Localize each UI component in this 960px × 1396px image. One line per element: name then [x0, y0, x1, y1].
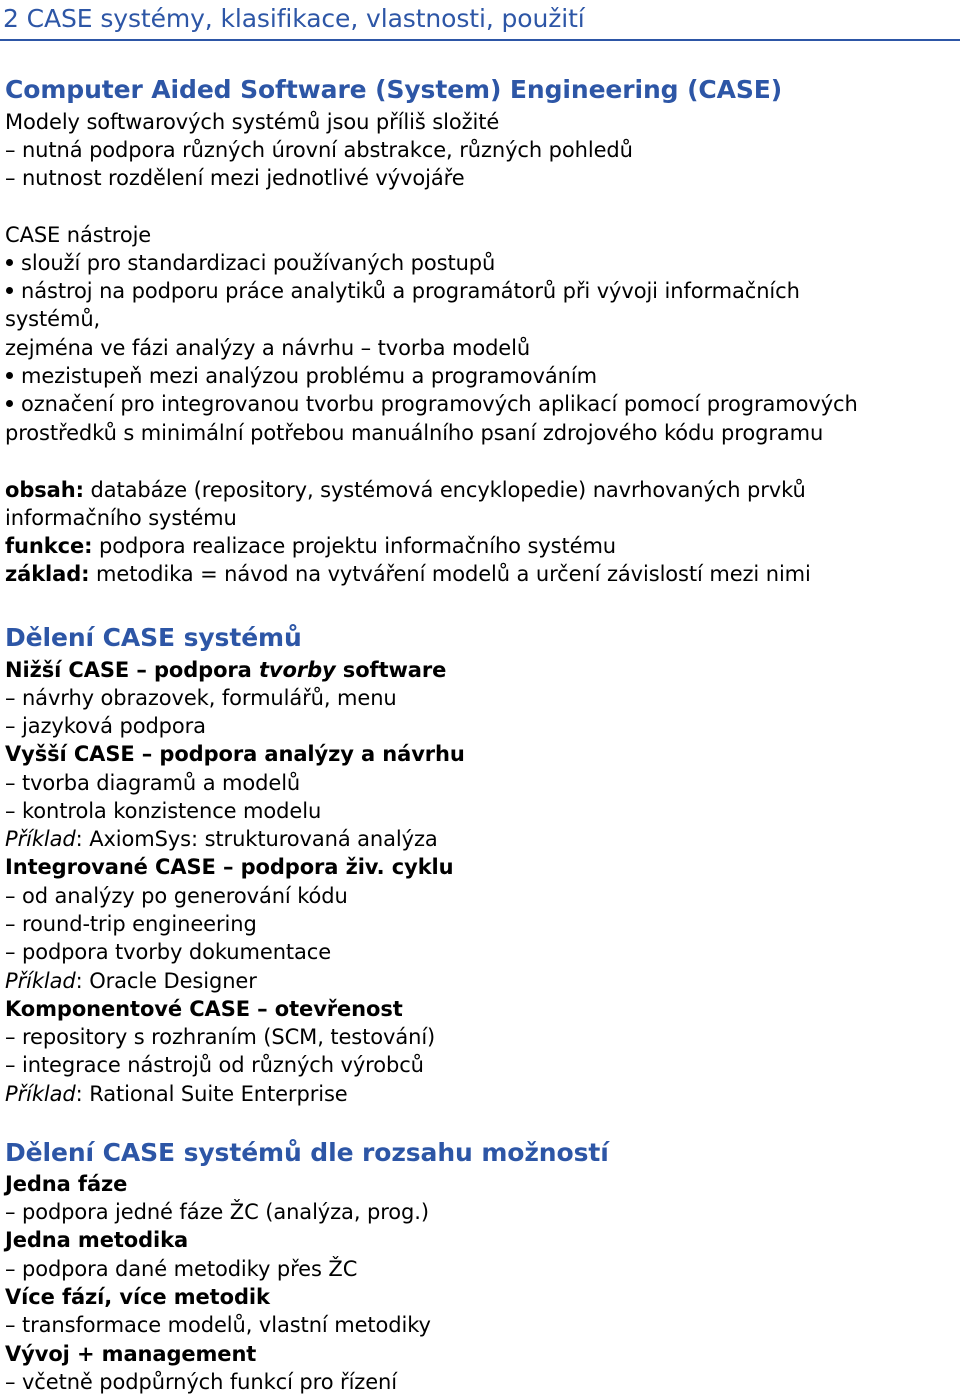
definition-text: metodika = návod na vytváření modelů a určení závislostí mezi nimi	[89, 562, 811, 586]
page-title: 2 CASE systémy, klasifikace, vlastnosti, použití	[3, 4, 585, 33]
definition-label: obsah:	[5, 478, 84, 502]
dash-item: – podpora tvorby dokumentace	[5, 940, 332, 964]
bullet-continuation: systémů,	[5, 307, 101, 331]
example-label: Příklad	[5, 1082, 76, 1106]
category-jedna-faze: Jedna fáze	[5, 1172, 128, 1196]
section-heading-case: Computer Aided Software (System) Engineering (CASE)	[5, 75, 783, 104]
dash-item: – kontrola konzistence modelu	[5, 799, 322, 823]
example-line	[5, 1080, 348, 1108]
bullet-text: mezistupeň mezi analýzou problému a programováním	[21, 364, 597, 388]
dash-item: – tvorba diagramů a modelů	[5, 771, 301, 795]
category-vyvoj-management: Vývoj + management	[5, 1342, 257, 1366]
category-vyssi-case: Vyšší CASE – podpora analýzy a návrhu	[5, 742, 465, 766]
dash-item: – nutná podpora různých úrovní abstrakce, různých pohledů	[5, 138, 633, 162]
dash-item: – round-trip engineering	[5, 912, 257, 936]
bullet-icon	[6, 400, 13, 407]
definition-label: funkce:	[5, 534, 93, 558]
title-underline	[0, 39, 960, 41]
dash-item: – od analýzy po generování kódu	[5, 884, 348, 908]
category-integrovane-case: Integrované CASE – podpora živ. cyklu	[5, 855, 454, 879]
category-text: software	[335, 658, 447, 682]
bullet-item	[5, 249, 495, 277]
category-nizsi-case	[5, 656, 446, 684]
example-label: Příklad	[5, 827, 76, 851]
example-text: : Oracle Designer	[75, 969, 257, 993]
definition-funkce	[5, 532, 616, 560]
category-emphasis: tvorby	[258, 658, 336, 682]
bullet-continuation: prostředků s minimální potřebou manuálního psaní zdrojového kódu programu	[5, 421, 824, 445]
bullet-icon	[6, 259, 13, 266]
dash-item: – jazyková podpora	[5, 714, 206, 738]
paragraph-line: CASE nástroje	[5, 223, 152, 247]
definition-continuation: informačního systému	[5, 506, 237, 530]
dash-item: – integrace nástrojů od různých výrobců	[5, 1053, 424, 1077]
dash-item: – nutnost rozdělení mezi jednotlivé vývojáře	[5, 166, 465, 190]
bullet-icon	[6, 287, 13, 294]
category-komponentove-case: Komponentové CASE – otevřenost	[5, 997, 403, 1021]
example-line	[5, 825, 438, 853]
dash-item: – včetně podpůrných funkcí pro řízení	[5, 1370, 397, 1394]
section-heading-deleni: Dělení CASE systémů	[5, 623, 302, 652]
example-line	[5, 967, 257, 995]
definition-text: podpora realizace projektu informačního systému	[92, 534, 617, 558]
example-text: : AxiomSys: strukturovaná analýza	[75, 827, 438, 851]
dash-item: – podpora dané metodiky přes ŽC	[5, 1257, 358, 1281]
bullet-icon	[6, 372, 13, 379]
bullet-item	[5, 362, 597, 390]
bullet-item	[5, 277, 800, 305]
section-heading-rozsah: Dělení CASE systémů dle rozsahu možností	[5, 1138, 609, 1167]
definition-zaklad	[5, 560, 811, 588]
category-jedna-metodika: Jedna metodika	[5, 1228, 189, 1252]
dash-item: – podpora jedné fáze ŽC (analýza, prog.)	[5, 1200, 429, 1224]
bullet-text: slouží pro standardizaci používaných postupů	[21, 251, 496, 275]
paragraph-line: zejména ve fázi analýzy a návrhu – tvorba modelů	[5, 336, 531, 360]
definition-text: databáze (repository, systémová encyklopedie) navrhovaných prvků	[83, 478, 806, 502]
example-label: Příklad	[5, 969, 76, 993]
category-vice-fazi: Více fází, více metodik	[5, 1285, 270, 1309]
example-text: : Rational Suite Enterprise	[75, 1082, 348, 1106]
definition-obsah	[5, 476, 806, 504]
category-text: Nižší CASE – podpora	[5, 658, 259, 682]
dash-item: – návrhy obrazovek, formulářů, menu	[5, 686, 397, 710]
bullet-item	[5, 390, 858, 418]
bullet-text: nástroj na podporu práce analytiků a programátorů při vývoji informačních	[21, 279, 800, 303]
paragraph-line: Modely softwarových systémů jsou příliš složité	[5, 110, 500, 134]
dash-item: – repository s rozhraním (SCM, testování)	[5, 1025, 436, 1049]
definition-label: základ:	[5, 562, 90, 586]
bullet-text: označení pro integrovanou tvorbu programových aplikací pomocí programových	[21, 392, 858, 416]
dash-item: – transformace modelů, vlastní metodiky	[5, 1313, 431, 1337]
